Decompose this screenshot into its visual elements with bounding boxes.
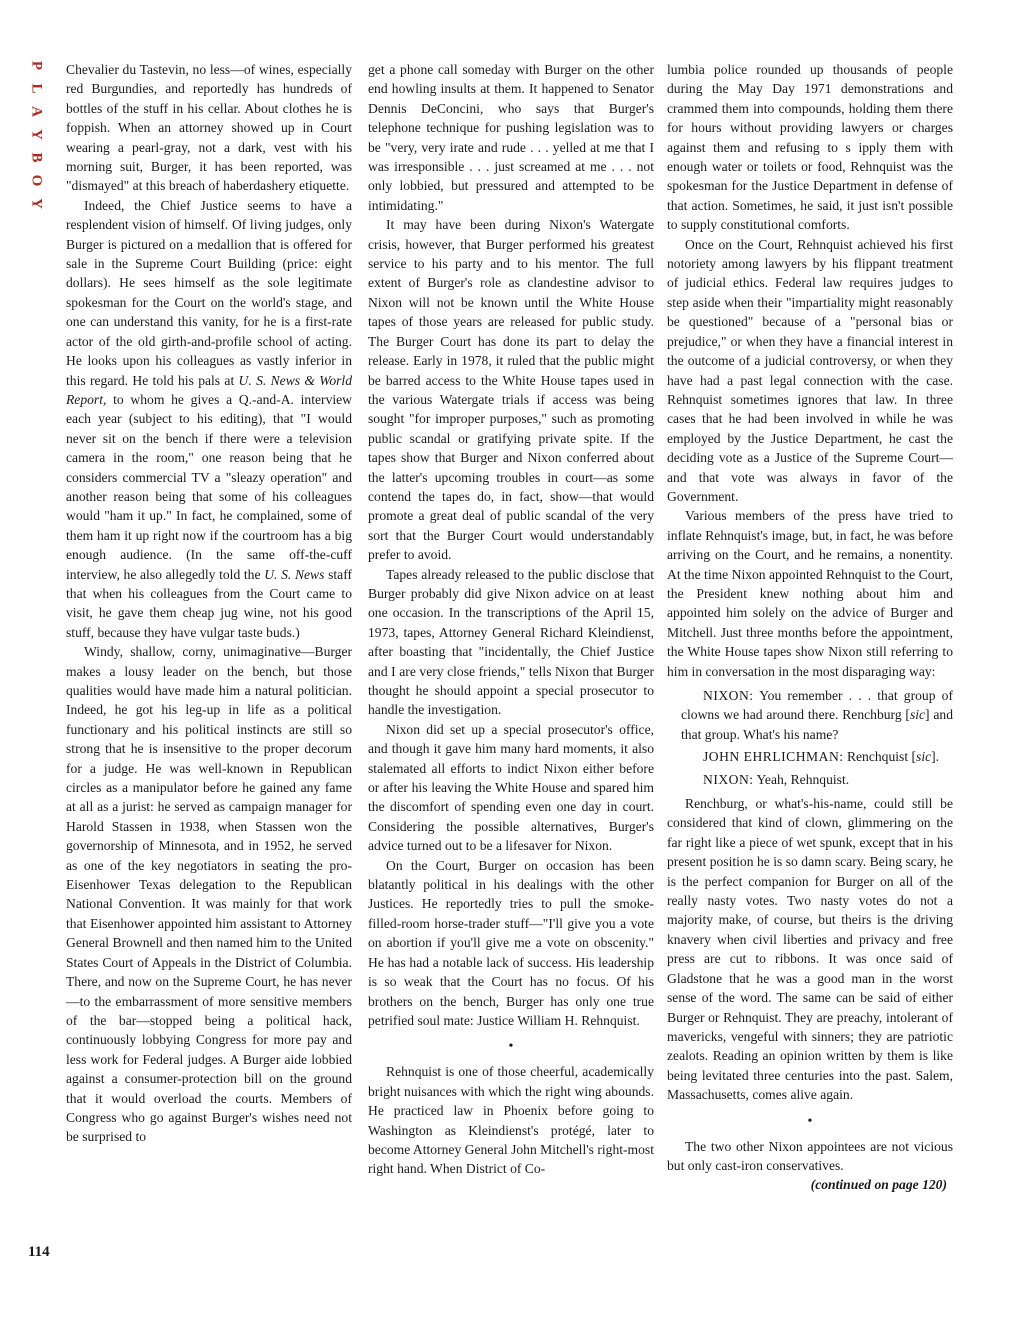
speaker-name: JOHN EHRLICHMAN: [703,749,844,765]
paragraph: Nixon did set up a special prosecutor's office, and though it gave him many hard moments, it also stalemated all efforts to indict Nixon either before or after his leaving the White House and spared him the discomfort of spending even one day in court. Considering the possible alternatives, Burger's advice turned out to be a lifesaver for Nixon. [368,721,654,854]
paragraph: Chevalier du Tastevin, no less—of wines, especially red Burgundies, and reportedly has hundreds of bottles of the stuff in his cellar. About clothes he is foppish. When an attorney showed up in Court wearing a pearl-gray, not a dark, vest with his morning suit, Burger, it has been reported, was "dismayed" at this breach of haberdashery etiquette. [66,62,352,194]
magazine-name-vertical [26,58,46,219]
magazine-letter: Y [28,198,45,209]
paragraph: On the Court, Burger on occasion has been blatantly political in his dealings with the other Justices. He reportedly tries to pull the smoke-filled-room horse-trader stuff—"I'll give you a vote on abortion if you'll give me a vote on obscenity." He has had a notable lack of success. His leadership is so weak that the Court has no focus. Of his brothers on the bench, Burger has only one true petrified soul mate: Justice William H. Rehnquist. [368,857,654,1028]
text-run: Indeed, the Chief Justice seems to have a resplendent vision of himself. Of living judges, only Burger is pictured on a medallion that is offered for sale in the Supreme Court Building (price: eight dollars). He sees himself as the sole legitimate spokesman for the Court on the world's stage, and one can understand this vanity, for he is a first-rate actor of the old girth-and-profile school of acting. He looks upon his colleagues as vastly inferior in this regard. He told his pals at [66,197,352,388]
text-run: to whom he gives a Q.-and-A. interview each year (subject to his editing), that "I would never sit on the bench if there were a television camera in the room," one reason being that he considers commercial TV a "sleazy operation" and another reason being that some of his colleagues would "ham it up." In fact, he complained, some of them ham it up right now if the courtroom has a big enough audience. (In the same off-the-cuff interview, he also allegedly told the [66,391,352,582]
magazine-letter: Y [28,129,45,140]
paragraph: get a phone call someday with Burger on the other end howling insults at them. It happened to Senator Dennis DeConcini, who says that Burger's telephone technique for pushing legislation was to be "very, very irate and rude . . . yelled at me that I was irresponsible . . . just screamed at me . . . not only lobbied, but pressured and attempted to be intimidating." [368,62,654,213]
publication-title: U. S. News & World Report, [66,372,352,407]
text-run: ] and that group. What's his name? [681,707,953,742]
publication-title: U. S. News [264,566,325,582]
article-column-3 [667,60,953,1195]
article-column-2 [368,60,654,1179]
speaker-name: NIXON: [703,771,754,787]
paragraph: Various members of the press have tried to inflate Rehnquist's image, but, in fact, he was before arriving on the Court, and he remains, a nonentity. At the time Nixon appointed Rehnquist to the Court, the President knew nothing about him and appointed him solely on the advice of Burger and Mitchell. Just three months before the appointment, the White House tapes show Nixon still referring to him in conversation in the most disparaging way: [667,508,953,679]
text-run: Yeah, Rehnquist. [753,771,850,787]
paragraph: It may have been during Nixon's Watergate crisis, however, that Burger performed his greatest service to his party and to his mentor. The full extent of Burger's role as clandestine advisor to Nixon will not be known until the White House tapes of those years are released for public study. The Burger Court has done its part to delay the release. Early in 1978, it ruled that the public might be barred access to the White House tapes used in the various Watergate trials if access was being sought "for improper purposes," such as promoting public scandal or gratifying private spite. If the tapes show that Burger and Nixon conferred about the latter's upcoming troubles in court—as some contend the tapes do, in fact, show—that would promote a great deal of public scandal of the very sort that the Burger Court would understandably prefer to avoid. [368,217,654,563]
text-run: ]. [931,749,940,765]
paragraph [66,196,352,642]
magazine-letter: O [28,174,45,187]
text-run: staff that when his colleagues from the Court came to visit, he gave them cheap jug wine, not his good stuff, because they have vulgar taste buds.) [66,566,353,640]
magazine-letter: B [28,152,45,163]
magazine-letter: L [28,83,45,94]
continued-on-page-note: (continued on page 120) [810,1177,947,1193]
paragraph: Rehnquist is one of those cheerful, academically bright nuisances with which the right wing abounds. He practiced law in Phoenix before going to Washington as Kleindienst's protégé, later to become Attorney General John Mitchell's right-most right hand. When District of Co- [368,1064,654,1177]
page-number: 114 [28,1244,50,1260]
paragraph: Tapes already released to the public disclose that Burger probably did give Nixon advice on at least one occasion. In the transcriptions of the April 15, 1973, tapes, Attorney General Richard Kleindienst, after boasting that "incidentally, the Chief Justice and I are very close friends," tells Nixon that Burger thought he should appoint a special prosecutor to handle the investigation. [368,566,654,718]
paragraph: Renchburg, or what's-his-name, could still be considered that kind of clown, glimmering on the far right like a piece of wet spunk, except that in his present position he is so damn scary. Being scary, he is the perfect companion for Burger on all of the really nasty votes. Two nasty votes do not a majority make, of course, but theirs is the driving knavery when civil liberties and privacy and free press are cut to ribbons. It was once said of Gladstone that he was a good man in the worst sense of the word. The same can be said of either Burger or Rehnquist. They are preachy, intolerant of mavericks, vengeful with sinners; they are patriotic zealots. Reading an opinion written by them is like being levitated three centuries into the past. Salem, Massachusetts, comes alive again. [667,796,953,1103]
magazine-letter: P [28,60,45,71]
sic-note: sic [916,749,932,765]
transcript-quote [681,747,953,766]
transcript-quote [681,686,953,744]
article-column-1 [66,60,352,1147]
section-divider-bullet: • [508,1039,514,1055]
sic-note: sic [909,707,926,723]
speaker-name: NIXON: [703,688,754,703]
text-run: Renchquist [ [843,749,917,765]
paragraph: The two other Nixon appointees are not vicious but only cast-iron conservatives. [667,1138,953,1173]
magazine-letter: A [28,106,45,117]
transcript-quote [681,770,953,789]
paragraph: Once on the Court, Rehnquist achieved his first notoriety among lawyers by his flippant treatment of judicial ethics. Federal law requires judges to step aside when their "impartiality might reasonably be questioned" because of a "personal bias or prejudice," or when they have a financial interest in the outcome of a judicial controversy, or when they have had a past legal connection with the case. Rehnquist sometimes ignores that law. In three cases that he had been involved in while he was employed by the Justice Department, he cast the deciding vote as a Justice of the Supreme Court—and that vote was always in favor of the Government. [667,236,953,504]
paragraph: Windy, shallow, corny, unimaginative—Burger makes a lousy leader on the bench, but those qualities would have made him a natural politician. Indeed, he got his leg-up in life as a political functionary and his political instincts are still so strong that he is insensitive to the proper decorum for a judge. He was well-known in Republican circles as a manipulator before he gained any fame at all as a jurist: he served as campaign manager for Harold Stassen in 1938, when Stassen won the governorship of Minnesota, and in 1952, he served as one of the key negotiators in seating the pro-Eisenhower Texas delegation to the Republican National Convention. It was mainly for that work that Eisenhower appointed him assistant to Attorney General Brownell and then named him to the United States Court of Appeals in the District of Columbia. There, and now on the Supreme Court, he has never—to the embarrassment of more sensitive members of the bar—stopped being a political hack, continuously lobbying Congress for more pay and less work for Federal judges. A Burger aide lobbied against a consumer-protection bill on the ground that it would overload the courts. Members of Congress who go against Burger's wishes need not be surprised to [66,644,352,1145]
text-run: You remember . . . that group of clowns we had around there. Renchburg [ [681,688,953,723]
section-divider-bullet: • [807,1113,813,1129]
paragraph: lumbia police rounded up thousands of people during the May Day 1971 demonstrations and crammed them into compounds, holding them there for hours without providing lawyers or charges against them and refusing to s ipply them with enough water or toilets or food, Rehnquist was the spokesman for the Justice Department in defense of that action. Sometimes, he said, it just isn't possible to supply constitutional comforts. [667,62,953,233]
